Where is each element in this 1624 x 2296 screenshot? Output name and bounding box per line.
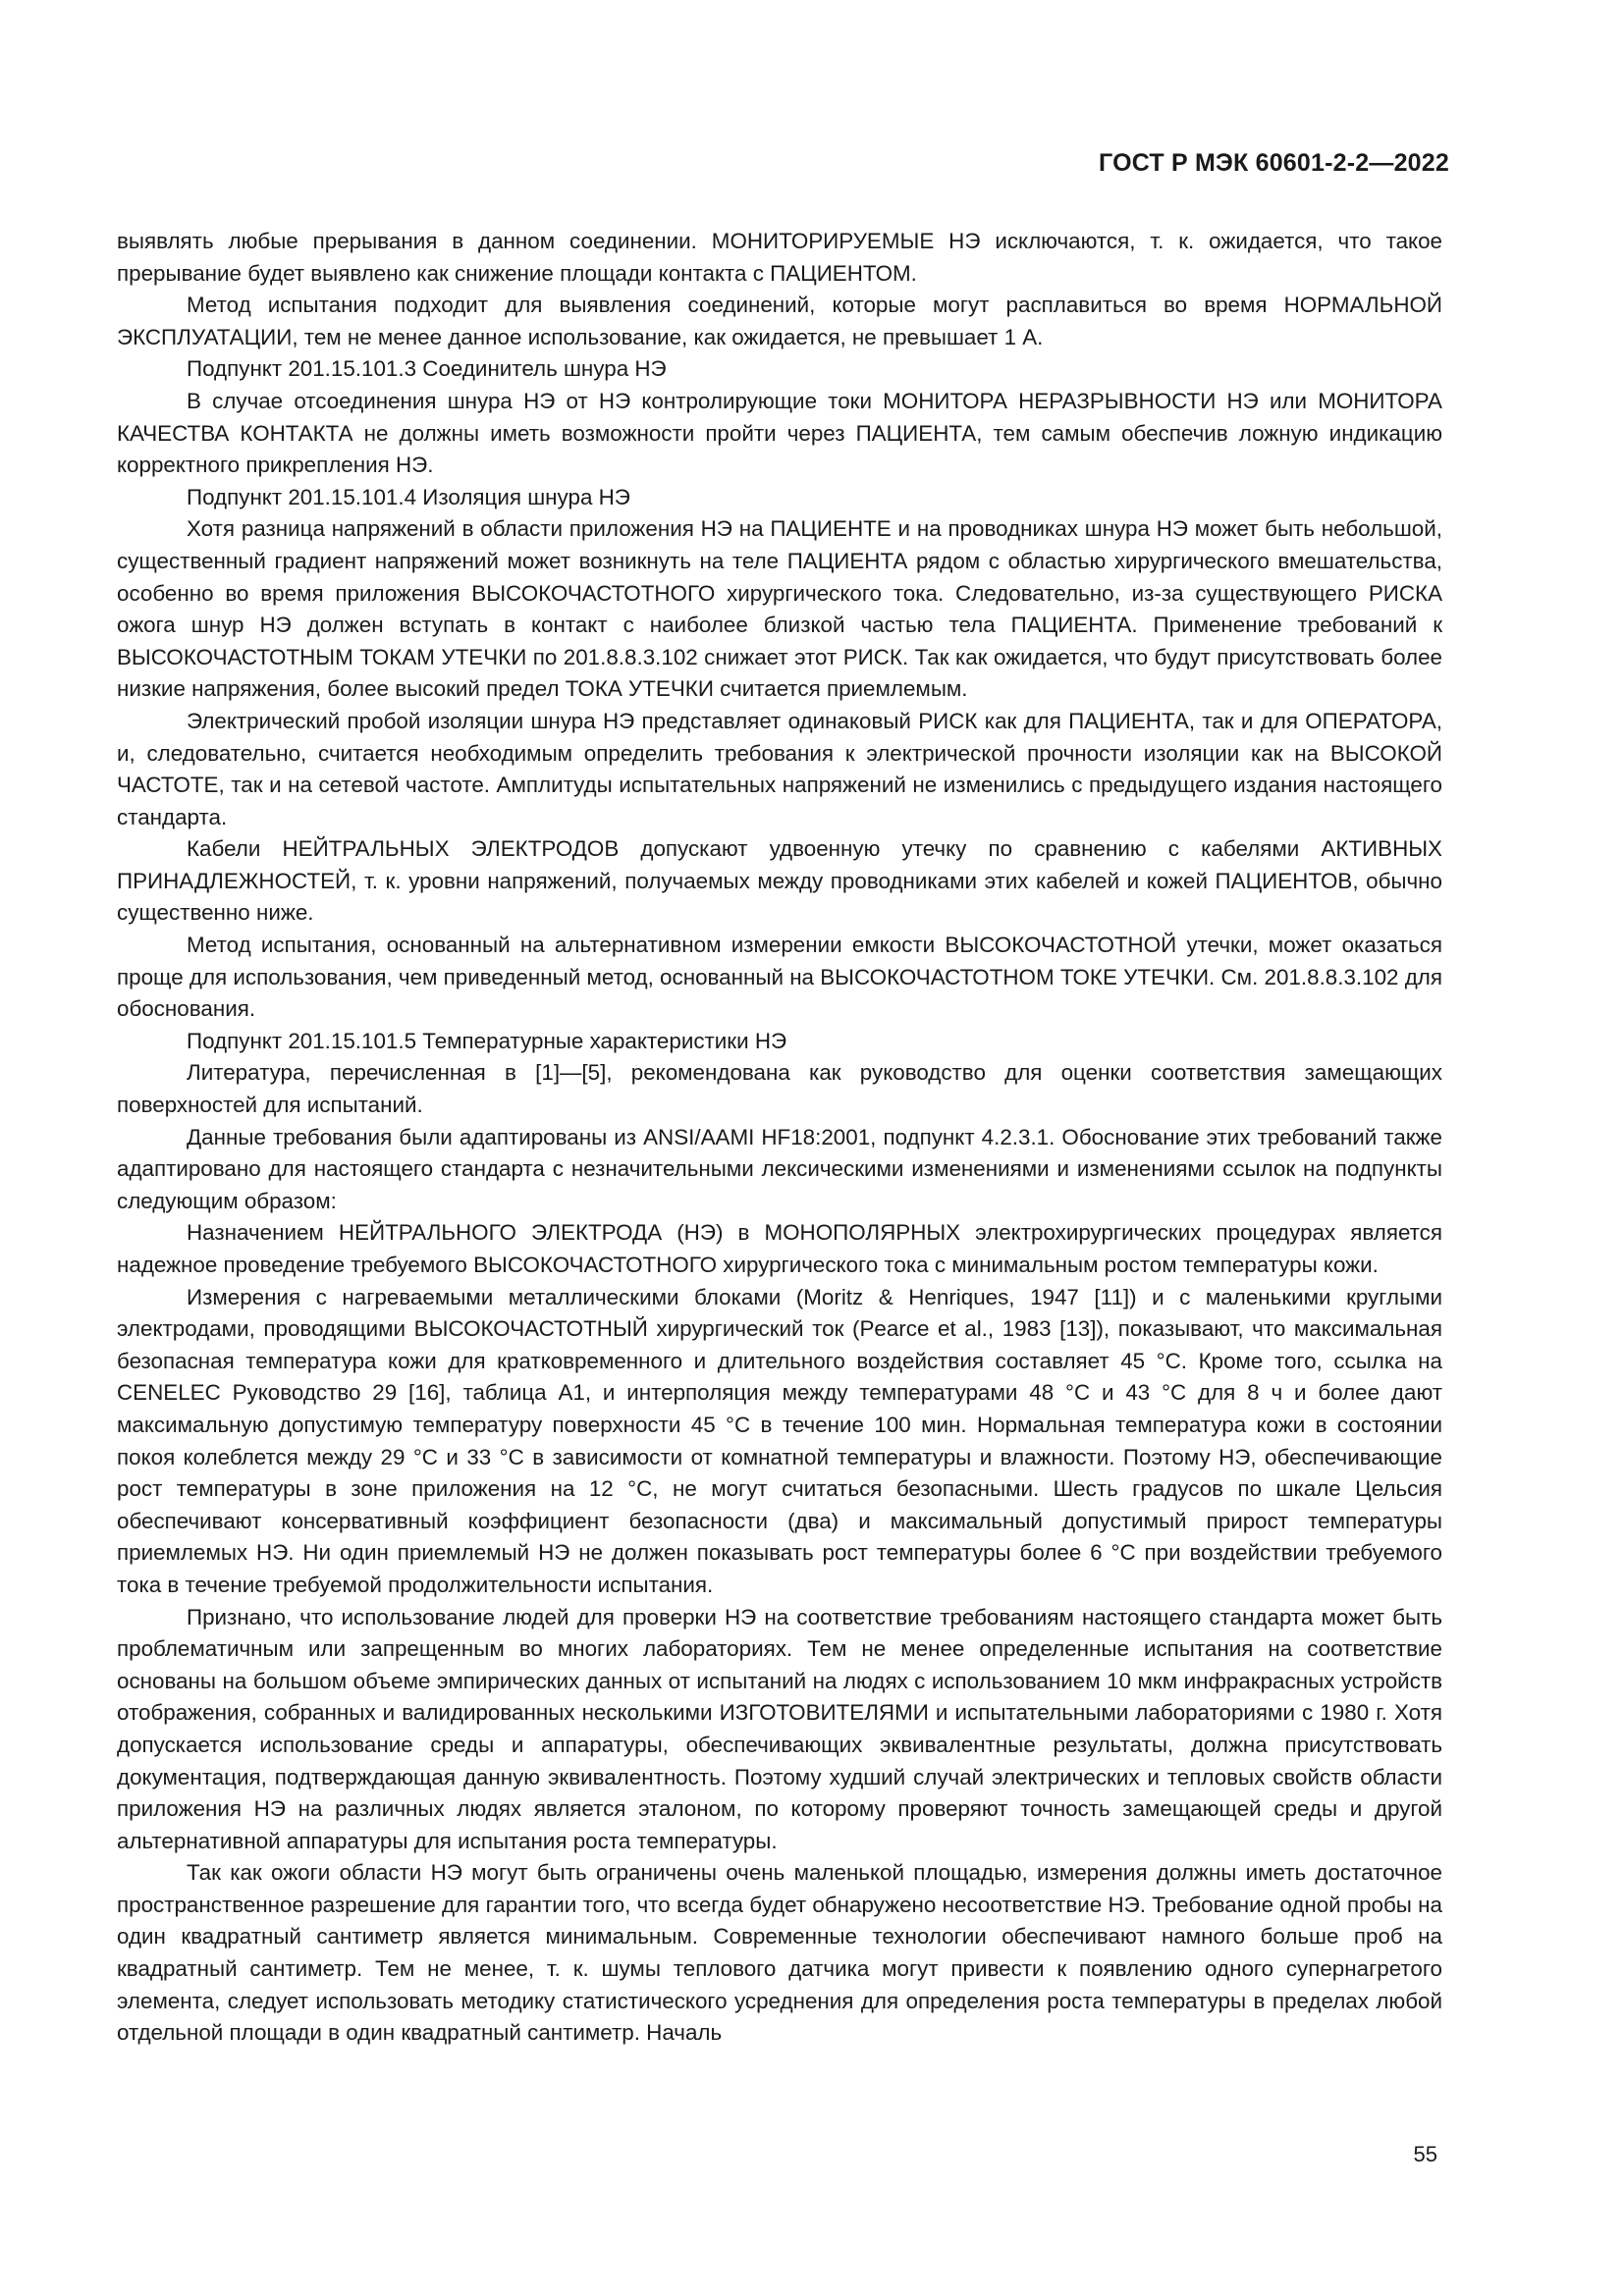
- paragraph: Хотя разница напряжений в области приложения НЭ на ПАЦИЕНТЕ и на проводниках шнура НЭ может быть небольшой, существенный градиент напряжений может возникнуть на теле ПАЦИЕНТА рядом с областью хирургического вмешательства, особенно во время приложения ВЫСОКОЧАСТОТНОГО хирургического тока. Следовательно, из-за существующего РИСКА ожога шнур НЭ должен вступать в контакт с наиболее близкой частью тела ПАЦИЕНТА. Применение требований к ВЫСОКОЧАСТОТНЫМ ТОКАМ УТЕЧКИ по 201.8.8.3.102 снижает этот РИСК. Так как ожидается, что будут присутствовать более низкие напряжения, более высокий предел ТОКА УТЕЧКИ считается приемлемым.: [117, 516, 1442, 702]
- paragraph: Так как ожоги области НЭ могут быть ограничены очень маленькой площадью, измерения должны иметь достаточное пространственное разрешение для гарантии того, что всегда будет обнаружено несоответствие НЭ. Требование одной пробы на один квадратный сантиметр является минимальным. Современные технологии обеспечивают намного больше проб на квадратный сантиметр. Тем не менее, т. к. шумы теплового датчика могут привести к появлению одного супернагретого элемента, следует использовать методику статистического усреднения для определения роста температуры в пределах любой отдельной площади в один квадратный сантиметр. Началь: [117, 1860, 1442, 2046]
- paragraph: Литература, перечисленная в [1]—[5], рекомендована как руководство для оценки соответствия замещающих поверхностей для испытаний.: [117, 1060, 1442, 1118]
- paragraph: Данные требования были адаптированы из ANSI/AAMI HF18:2001, подпункт 4.2.3.1. Обоснование этих требований также адаптировано для настоящего стандарта с незначительными лексическими изменениями и изменениями ссылок на подпункты следующим образом:: [117, 1124, 1442, 1213]
- paragraph: Назначением НЕЙТРАЛЬНОГО ЭЛЕКТРОДА (НЭ) в МОНОПОЛЯРНЫХ электрохирургических процедурах является надежное проведение требуемого ВЫСОКОЧАСТОТНОГО хирургического тока с минимальным ростом температуры кожи.: [117, 1220, 1442, 1277]
- paragraph: Кабели НЕЙТРАЛЬНЫХ ЭЛЕКТРОДОВ допускают удвоенную утечку по сравнению с кабелями АКТИВНЫХ ПРИНАДЛЕЖНОСТЕЙ, т. к. уровни напряжений, получаемых между проводниками этих кабелей и кожей ПАЦИЕНТОВ, обычно существенно ниже.: [117, 836, 1442, 926]
- paragraph: В случае отсоединения шнура НЭ от НЭ контролирующие токи МОНИТОРА НЕРАЗРЫВНОСТИ НЭ или МОНИТОРА КАЧЕСТВА КОНТАКТА не должны иметь возможности пройти через ПАЦИЕНТА, тем самым обеспечив ложную индикацию корректного прикрепления НЭ.: [117, 388, 1442, 478]
- subclause-heading: Подпункт 201.15.101.5 Температурные характеристики НЭ: [187, 1028, 787, 1053]
- body-text: [117, 226, 1442, 2050]
- page-number: 55: [1413, 2142, 1437, 2166]
- subclause-heading: Подпункт 201.15.101.3 Соединитель шнура НЭ: [187, 356, 667, 382]
- paragraph: Измерения с нагреваемыми металлическими блоками (Moritz & Henriques, 1947 [11]) и с маленькими круглыми электродами, проводящими ВЫСОКОЧАСТОТНЫЙ хирургический ток (Pearce et al., 1983 [13]), показывают, что максимальная безопасная температура кожи для кратковременного и длительного воздействия составляет 45 °С. Кроме того, ссылка на CENELEC Руководство 29 [16], таблица А1, и интерполяция между температурами 48 °С и 43 °С для 8 ч и более дают максимальную допустимую температуру поверхности 45 °С в течение 100 мин. Нормальная температура кожи в состоянии покоя колеблется между 29 °С и 33 °С в зависимости от комнатной температуры и влажности. Поэтому НЭ, обеспечивающие рост температуры в зоне приложения на 12 °С, не могут считаться безопасными. Шесть градусов по шкале Цельсия обеспечивают консервативный коэффициент безопасности (два) и максимальный допустимый прирост температуры приемлемых НЭ. Ни один приемлемый НЭ не должен показывать рост температуры более 6 °С при воздействии требуемого тока в течение требуемой продолжительности испытания.: [117, 1284, 1442, 1597]
- paragraph: Метод испытания, основанный на альтернативном измерении емкости ВЫСОКОЧАСТОТНОЙ утечки, может оказаться проще для использования, чем приведенный метод, основанный на ВЫСОКОЧАСТОТНОМ ТОКЕ УТЕЧКИ. См. 201.8.8.3.102 для обоснования.: [117, 933, 1442, 1022]
- standard-header: ГОСТ Р МЭК 60601-2-2—2022: [1099, 149, 1449, 177]
- paragraph: Признано, что использование людей для проверки НЭ на соответствие требованиям настоящего стандарта может быть проблематичным или запрещенным во многих лабораториях. Тем не менее определенные испытания на соответствие основаны на большом объеме эмпирических данных от испытаний на людях с использованием 10 мкм инфракрасных устройств отображения, собранных и валидированных несколькими ИЗГОТОВИТЕЛЯМИ и испытательными лабораториями с 1980 г. Хотя допускается использование среды и аппаратуры, обеспечивающих эквивалентные результаты, должна присутствовать документация, подтверждающая данную эквивалентность. Поэтому худший случай электрических и тепловых свойств области приложения НЭ на различных людях является эталоном, по которому проверяют точность замещающей среды и другой альтернативной аппаратуры для испытания роста температуры.: [117, 1604, 1442, 1853]
- paragraph: выявлять любые прерывания в данном соединении. МОНИТОРИРУЕМЫЕ НЭ исключаются, т. к. ожидается, что такое прерывание будет выявлено как снижение площади контакта с ПАЦИЕНТОМ.: [117, 229, 1442, 286]
- subclause-heading: Подпункт 201.15.101.4 Изоляция шнура НЭ: [187, 484, 630, 509]
- paragraph: Метод испытания подходит для выявления соединений, которые могут расплавиться во время НОРМАЛЬНОЙ ЭКСПЛУАТАЦИИ, тем не менее данное использование, как ожидается, не превышает 1 А.: [117, 293, 1442, 349]
- paragraph: Электрический пробой изоляции шнура НЭ представляет одинаковый РИСК как для ПАЦИЕНТА, так и для ОПЕРАТОРА, и, следовательно, считается необходимым определить требования к электрической прочности изоляции как на ВЫСОКОЙ ЧАСТОТЕ, так и на сетевой частоте. Амплитуды испытательных напряжений не изменились с предыдущего издания настоящего стандарта.: [117, 708, 1442, 829]
